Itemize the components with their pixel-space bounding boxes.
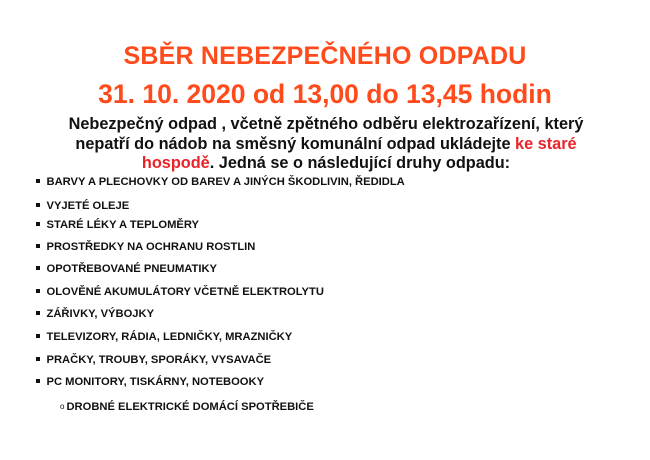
list-item-text: PC MONITORY, TISKÁRNY, NOTEBOOKY	[46, 376, 265, 388]
list-item-text: PROSTŘEDKY NA OCHRANU ROSTLIN	[46, 241, 256, 253]
list-item-text: TELEVIZORY, RÁDIA, LEDNIČKY, MRAZNIČKY	[46, 331, 293, 343]
list-item-text: OLOVĚNÉ AKUMULÁTORY VČETNĚ ELEKTROLYTU	[46, 286, 324, 298]
list-item-text: ZÁŘIVKY, VÝBOJKY	[46, 308, 155, 320]
square-bullet-icon	[36, 379, 40, 383]
collection-date-line: 31. 10. 2020 od 13,00 do 13,45 hodin	[98, 79, 552, 109]
intro-text-part2: . Jedná se o následující druhy odpadu:	[209, 154, 511, 172]
square-bullet-icon	[36, 179, 40, 183]
list-item	[36, 263, 217, 275]
square-bullet-icon	[36, 244, 40, 248]
list-item	[36, 376, 264, 388]
list-item-text: BARVY A PLECHOVKY OD BAREV A JINÝCH ŠKODLIVIN, ŘEDIDLA	[46, 176, 405, 188]
list-item	[36, 176, 405, 188]
list-item	[36, 219, 199, 231]
list-item	[36, 331, 292, 343]
list-item-text: OPOTŘEBOVANÉ PNEUMATIKY	[46, 263, 218, 275]
list-item	[36, 241, 255, 253]
sub-list-item-text: DROBNÉ ELEKTRICKÉ DOMÁCÍ SPOTŘEBIČE	[66, 401, 314, 413]
list-item	[36, 286, 324, 298]
intro-paragraph	[48, 115, 604, 174]
list-item-text: VYJETÉ OLEJE	[46, 200, 130, 212]
square-bullet-icon	[36, 311, 40, 315]
square-bullet-icon	[36, 289, 40, 293]
circle-bullet-icon: o	[60, 401, 65, 411]
square-bullet-icon	[36, 203, 40, 207]
notice-title: SBĚR NEBEZPEČNÉHO ODPADU	[123, 42, 527, 70]
list-item	[36, 308, 154, 320]
list-item-text: PRAČKY, TROUBY, SPORÁKY, VYSAVAČE	[46, 354, 272, 366]
square-bullet-icon	[36, 334, 40, 338]
square-bullet-icon	[36, 357, 40, 361]
square-bullet-icon	[36, 222, 40, 226]
square-bullet-icon	[36, 266, 40, 270]
location-highlight: ke staré hospodě	[141, 134, 577, 172]
sub-list-item	[60, 401, 314, 413]
intro-text-part1: Nebezpečný odpad , včetně zpětného odběru elektrozařízení, který nepatří do nádob na směsný komunální odpad ukládejte	[68, 115, 584, 153]
list-item-text: STARÉ LÉKY A TEPLOMĚRY	[46, 219, 199, 231]
list-item	[36, 354, 271, 366]
list-item	[36, 200, 129, 212]
